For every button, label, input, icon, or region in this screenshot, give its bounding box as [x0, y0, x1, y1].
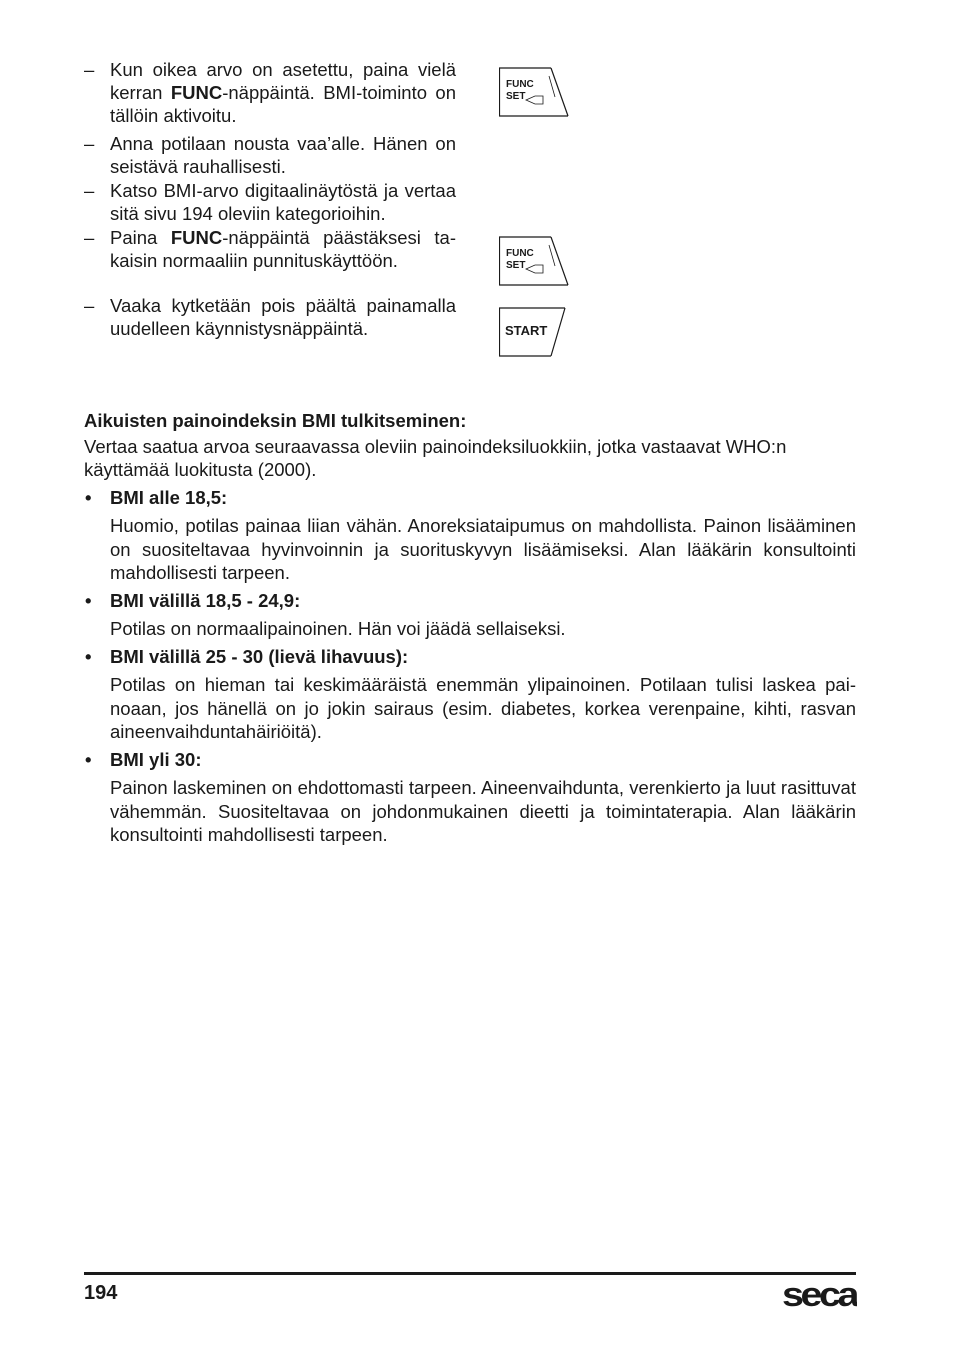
bullet-dot: • [85, 645, 92, 667]
logo-wordmark: seca [782, 1280, 857, 1314]
step-text: Katso BMI-arvo digitaalinäytöstä ja vertaa sitä sivu 194 oleviin kategorioihin. [110, 180, 456, 224]
bmi-interpretation-section [84, 409, 856, 847]
step-text: Kun oikea arvo on asetettu, paina vielä kerran [110, 59, 456, 103]
key-label-func: FUNC [506, 79, 534, 90]
bullet-dot: • [85, 486, 92, 508]
key-label-func: FUNC [506, 248, 534, 259]
seca-logo [781, 1280, 857, 1319]
section-title: Aikuisten painoindeksin BMI tulkitseminen: [84, 410, 467, 431]
bullet-dot: • [85, 589, 92, 611]
step-key-name: FUNC [170, 227, 223, 248]
bmi-category-text: Huomio, potilas painaa liian vähän. Anoreksiataipumus on mahdollista. Painon lisääminen on suositeltavaa hyvinvoinnin ja suorituskyvyn lisäämiseksi. Alan lääkärin konsultointi mahdollisesti tarpeen. [110, 515, 856, 583]
step-2 [84, 132, 456, 178]
bullet-dot: • [85, 748, 92, 770]
section-intro: Vertaa saatua arvoa seuraavassa oleviin painoindeksiluokkiin, jotka vastaavat WHO:n käyttämää luokitusta (2000). [84, 435, 787, 480]
page-number: 194 [84, 1282, 118, 1304]
bmi-category-heading: BMI välillä 25 - 30 (lievä lihavuus): [110, 645, 409, 667]
key-label-set: SET [506, 260, 526, 271]
step-text: Anna potilaan nousta vaa’alle. Hänen on seistävä rauhallisesti. [110, 133, 456, 177]
step-dash: – [84, 133, 95, 154]
func-set-key-icon [499, 236, 569, 286]
bmi-category-text: Potilas on hieman tai keskimääräistä enemmän ylipainoinen. Potilaan tulisi laskea painoaan, jos hänellä on jo jokin sairaus (esim. diabetes, korkea verenpaine, kihti, rasvan aineenvaihduntahäiriöitä). [110, 674, 856, 742]
step-dash: – [84, 295, 95, 316]
bmi-category-text: Painon laskeminen on ehdottomasti tarpeen. Aineenvaihdunta, verenkierto ja luut rasittuvat vähemmän. Suositeltavaa on johdonmukainen dieetti ja toimintaterapia. Alan lääkärin konsultointi mahdollisesti tarpeen. [110, 777, 856, 845]
start-key-icon [499, 307, 569, 357]
bmi-category-text: Potilas on normaalipainoinen. Hän voi jäädä sellaiseksi. [110, 618, 566, 639]
bmi-category-item [84, 748, 856, 847]
bmi-category-item [84, 645, 856, 744]
instruction-steps [84, 58, 456, 340]
step-dash: – [84, 59, 95, 80]
step-dash: – [84, 180, 95, 201]
step-text: Vaaka kytketään pois päältä painamalla uudelleen käynnistysnäppäintä. [110, 295, 456, 339]
footer-rule [84, 1272, 856, 1275]
key-label-set: SET [506, 91, 526, 102]
step-5 [84, 294, 456, 340]
step-text: Paina [110, 227, 171, 248]
step-4 [84, 226, 456, 272]
key-label-start: START [505, 323, 548, 338]
bmi-category-item [84, 589, 856, 641]
step-text-tail: -näppäintä. BMI-toiminto on tällöin aktivoitu. [110, 82, 457, 126]
step-3 [84, 179, 456, 225]
step-text-tail: -näppäintä päästäksesi takaisin normaaliin punnituskäyttöön. [110, 227, 456, 271]
func-set-key-icon [499, 67, 569, 117]
step-key-name: FUNC [170, 82, 223, 103]
bmi-category-heading: BMI yli 30: [110, 748, 202, 770]
step-dash: – [84, 227, 95, 248]
bmi-category-item [84, 486, 856, 585]
step-1 [84, 58, 456, 127]
bmi-category-heading: BMI alle 18,5: [110, 486, 228, 508]
bmi-category-heading: BMI välillä 18,5 - 24,9: [110, 589, 301, 611]
